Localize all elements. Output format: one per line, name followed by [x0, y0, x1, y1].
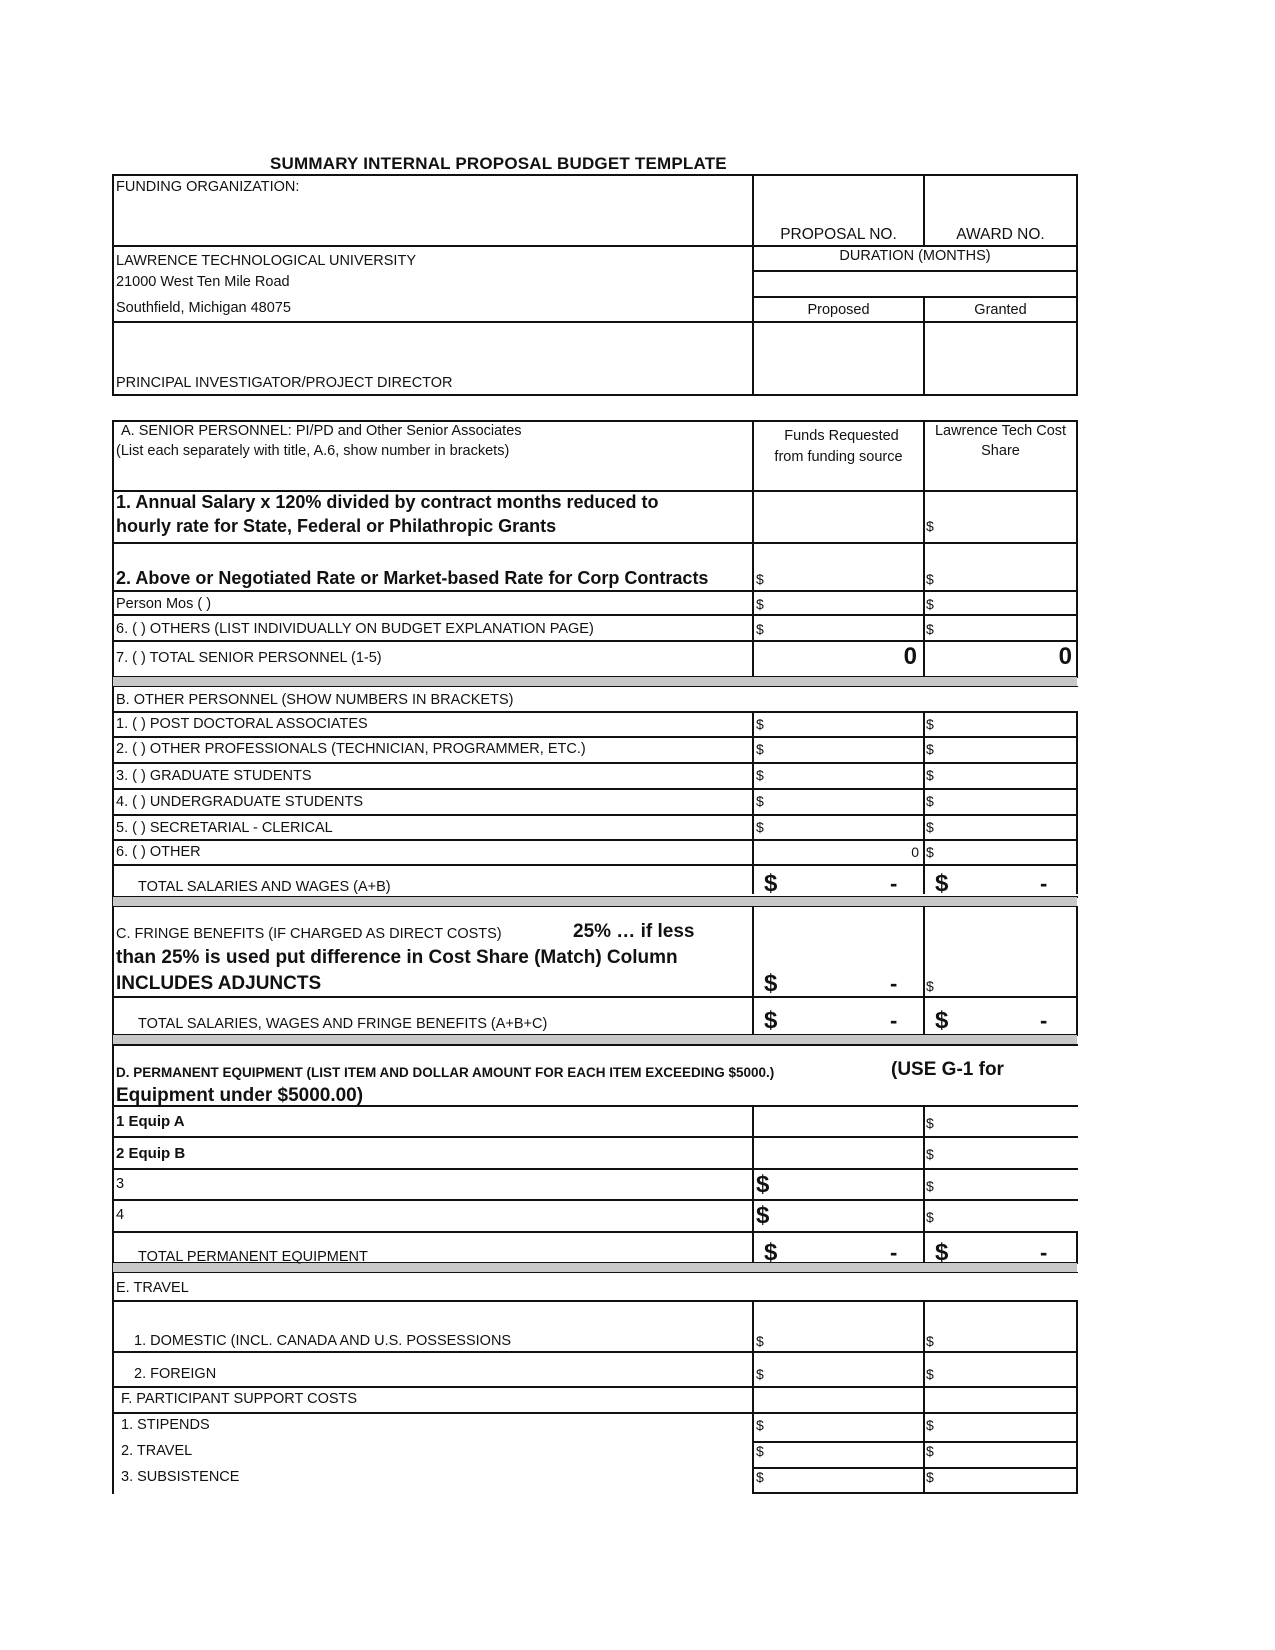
dollar-sign: $: [926, 571, 934, 587]
dollar-sign: $: [926, 1178, 934, 1194]
total-permanent-equipment: TOTAL PERMANENT EQUIPMENT: [138, 1249, 368, 1265]
dash: -: [1040, 1008, 1048, 1033]
other-row-2: 2. ( ) OTHER PROFESSIONALS (TECHNICIAN, PROGRAMMER, ETC.): [116, 741, 586, 757]
award-no-label: AWARD NO.: [956, 226, 1045, 243]
other-row6-value: 0: [911, 844, 919, 860]
participant-row-1: 1. STIPENDS: [121, 1417, 210, 1433]
equipment-heading-line2: Equipment under $5000.00): [116, 1085, 364, 1106]
senior-total-share: 0: [1058, 643, 1072, 670]
dollar-sign: $: [764, 870, 778, 897]
fringe-heading: C. FRINGE BENEFITS (IF CHARGED AS DIRECT COSTS): [116, 926, 502, 942]
dash: -: [1040, 871, 1048, 896]
senior-row7-total: 7. ( ) TOTAL SENIOR PERSONNEL (1-5): [116, 650, 382, 666]
dollar-sign: $: [756, 1469, 764, 1485]
other-row-3: 3. ( ) GRADUATE STUDENTS: [116, 768, 312, 784]
dollar-sign: $: [935, 1239, 949, 1266]
page-title: SUMMARY INTERNAL PROPOSAL BUDGET TEMPLATE: [270, 154, 727, 173]
funding-org-label: FUNDING ORGANIZATION:: [116, 179, 300, 195]
equipment-heading: D. PERMANENT EQUIPMENT (LIST ITEM AND DOLLAR AMOUNT FOR EACH ITEM EXCEEDING $5000.): [116, 1065, 775, 1080]
participant-heading: F. PARTICIPANT SUPPORT COSTS: [121, 1391, 358, 1407]
dash: -: [890, 1240, 898, 1265]
dollar-sign: $: [926, 518, 934, 534]
dollar-sign: $: [926, 621, 934, 637]
dollar-sign: $: [926, 1469, 934, 1485]
dollar-sign: $: [926, 741, 934, 757]
equipment-heading-note: (USE G-1 for: [891, 1059, 1004, 1080]
dollar-sign: $: [926, 596, 934, 612]
dollar-sign: $: [756, 621, 764, 637]
dollar-sign: $: [756, 1443, 764, 1459]
dollar-sign: $: [756, 596, 764, 612]
dollar-sign: $: [926, 716, 934, 732]
dollar-sign: $: [926, 819, 934, 835]
dollar-sign: $: [926, 1146, 934, 1162]
funds-col-header-2: from funding source: [774, 449, 903, 465]
dollar-sign: $: [926, 1366, 934, 1382]
equipment-row-4: 4: [116, 1207, 125, 1223]
senior-row1-line1: 1. Annual Salary x 120% divided by contract months reduced to: [116, 492, 659, 512]
share-col-header-2: Share: [981, 443, 1020, 459]
dollar-sign: $: [756, 571, 764, 587]
person-mos-label: Person Mos ( ): [116, 596, 212, 612]
dollar-sign: $: [756, 1366, 764, 1382]
total-salaries-wages: TOTAL SALARIES AND WAGES (A+B): [138, 879, 391, 895]
dollar-sign: $: [926, 793, 934, 809]
equipment-row-3: 3: [116, 1176, 125, 1192]
dollar-sign: $: [756, 1202, 770, 1229]
senior-subheading: (List each separately with title, A.6, show number in brackets): [116, 443, 510, 459]
dollar-sign: $: [926, 844, 934, 860]
travel-domestic: 1. DOMESTIC (INCL. CANADA AND U.S. POSSESSIONS: [134, 1333, 512, 1349]
dollar-sign: $: [756, 1333, 764, 1349]
granted-label: Granted: [974, 302, 1027, 318]
university-name: LAWRENCE TECHNOLOGICAL UNIVERSITY: [116, 253, 416, 269]
other-row-4: 4. ( ) UNDERGRADUATE STUDENTS: [116, 794, 364, 810]
dollar-sign: $: [756, 741, 764, 757]
funds-col-header-1: Funds Requested: [784, 428, 899, 444]
other-row-5: 5. ( ) SECRETARIAL - CLERICAL: [116, 820, 333, 836]
dollar-sign: $: [926, 1209, 934, 1225]
dollar-sign: $: [756, 1171, 770, 1198]
participant-row-2: 2. TRAVEL: [121, 1443, 193, 1459]
senior-heading: A. SENIOR PERSONNEL: PI/PD and Other Senior Associates: [121, 423, 522, 439]
address-line1: 21000 West Ten Mile Road: [116, 274, 290, 290]
proposal-no-label: PROPOSAL NO.: [780, 226, 897, 243]
travel-foreign: 2. FOREIGN: [134, 1366, 217, 1382]
dollar-sign: $: [935, 1007, 949, 1034]
duration-label: DURATION (MONTHS): [839, 248, 991, 264]
address-line2: Southfield, Michigan 48075: [116, 300, 291, 316]
equipment-row-2: 2 Equip B: [116, 1145, 186, 1162]
senior-row1-line2: hourly rate for State, Federal or Philathropic Grants: [116, 516, 557, 536]
dash: -: [890, 871, 898, 896]
dollar-sign: $: [764, 1239, 778, 1266]
equipment-row-1: 1 Equip A: [116, 1113, 185, 1130]
dollar-sign: $: [764, 970, 778, 997]
fringe-note: than 25% is used put difference in Cost Share (Match) Column: [116, 947, 678, 968]
other-heading: B. OTHER PERSONNEL (SHOW NUMBERS IN BRACKETS): [116, 692, 514, 708]
dollar-sign: $: [926, 978, 934, 994]
travel-heading: E. TRAVEL: [116, 1280, 189, 1296]
senior-row6: 6. ( ) OTHERS (LIST INDIVIDUALLY ON BUDGET EXPLANATION PAGE): [116, 621, 594, 637]
dollar-sign: $: [926, 1115, 934, 1131]
pi-label: PRINCIPAL INVESTIGATOR/PROJECT DIRECTOR: [116, 375, 453, 391]
dollar-sign: $: [756, 716, 764, 732]
senior-total-funds: 0: [903, 643, 917, 670]
dollar-sign: $: [926, 767, 934, 783]
share-col-header-1: Lawrence Tech Cost: [934, 423, 1067, 439]
proposed-label: Proposed: [807, 302, 870, 318]
dollar-sign: $: [935, 870, 949, 897]
dash: -: [1040, 1240, 1048, 1265]
dash: -: [890, 1008, 898, 1033]
fringe-rate: 25% … if less: [573, 921, 695, 942]
dollar-sign: $: [926, 1443, 934, 1459]
dollar-sign: $: [756, 1417, 764, 1433]
senior-row2: 2. Above or Negotiated Rate or Market-based Rate for Corp Contracts: [116, 568, 709, 588]
other-row-6: 6. ( ) OTHER: [116, 844, 201, 860]
dollar-sign: $: [756, 819, 764, 835]
total-salaries-fringe: TOTAL SALARIES, WAGES AND FRINGE BENEFITS (A+B+C): [138, 1016, 548, 1032]
dollar-sign: $: [764, 1007, 778, 1034]
dollar-sign: $: [756, 767, 764, 783]
dollar-sign: $: [756, 793, 764, 809]
other-row-1: 1. ( ) POST DOCTORAL ASSOCIATES: [116, 716, 368, 732]
dash: -: [890, 971, 898, 996]
participant-row-3: 3. SUBSISTENCE: [121, 1469, 240, 1485]
dollar-sign: $: [926, 1333, 934, 1349]
dollar-sign: $: [926, 1417, 934, 1433]
fringe-adjuncts: INCLUDES ADJUNCTS: [116, 973, 322, 994]
